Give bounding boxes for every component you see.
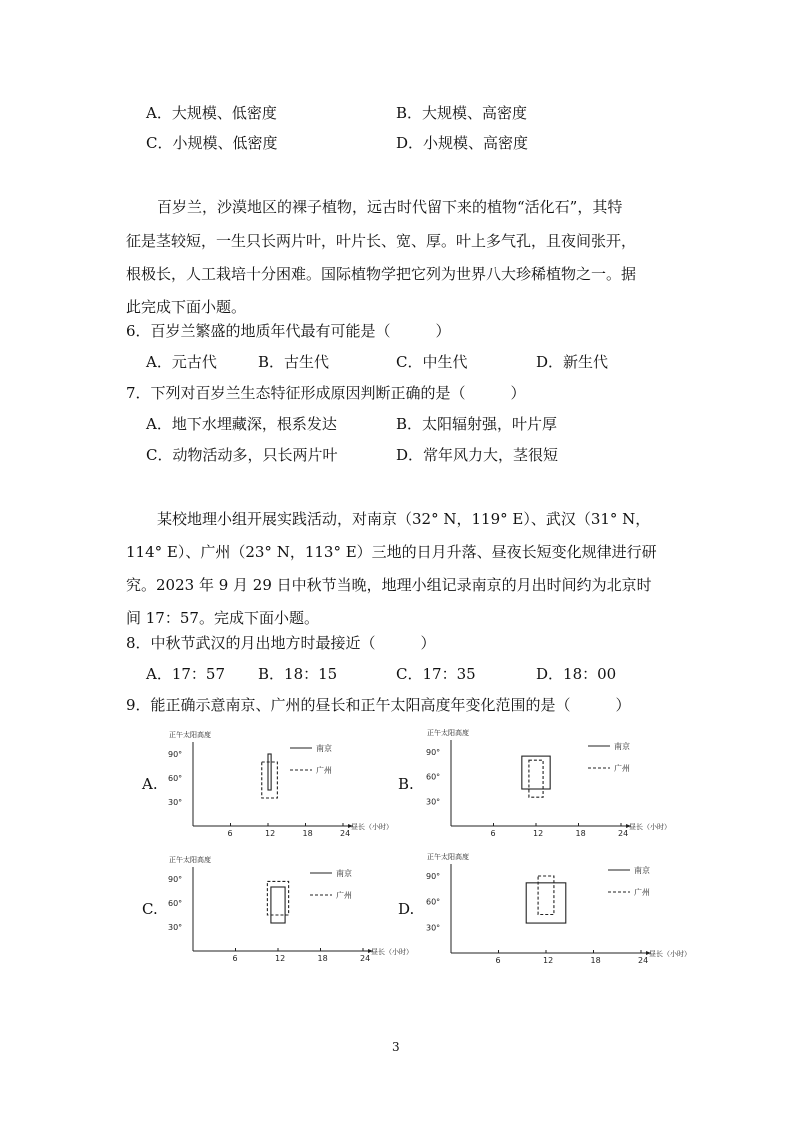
legend-nanjing-label: 南京	[336, 869, 352, 878]
nanjing-range-box	[271, 887, 285, 923]
y-axis-title: 正午太阳高度	[169, 731, 211, 739]
nanjing-range-box	[268, 754, 271, 790]
q7-option-c: C．动物活动多，只长两片叶	[146, 446, 338, 464]
x-tick-label: 12	[543, 956, 554, 965]
passage2-line2: 114° E）、广州（23° N，113° E）三地的日月升落、昼夜长短变化规律进行研	[126, 543, 657, 561]
y-tick-label: 60°	[168, 899, 183, 908]
chart-a	[165, 728, 393, 838]
passage1-line1: 百岁兰，沙漠地区的裸子植物，远古时代留下来的植物“活化石”，其特	[157, 198, 623, 216]
x-axis-title: 昼长（小时）	[371, 948, 413, 956]
q7-option-a: A．地下水埋藏深，根系发达	[146, 415, 337, 433]
y-tick-label: 60°	[168, 774, 183, 783]
chart-c-label: C.	[142, 900, 158, 918]
x-tick-label: 6	[232, 954, 238, 963]
x-tick-label: 6	[227, 829, 233, 838]
q5-option-c: C．小规模、低密度	[146, 134, 278, 152]
guangzhou-range-box	[262, 762, 278, 798]
y-tick-label: 90°	[426, 748, 441, 757]
x-tick-label: 24	[618, 829, 629, 838]
x-tick-label: 24	[340, 829, 351, 838]
q8-option-d: D．18：00	[536, 665, 617, 683]
q8-option-a: A．17：57	[146, 665, 226, 683]
y-tick-label: 90°	[426, 872, 441, 881]
passage2-line4: 间 17：57。完成下面小题。	[126, 609, 319, 627]
legend-nanjing-label: 南京	[614, 742, 630, 751]
passage1-line4: 此完成下面小题。	[126, 298, 247, 316]
legend-guangzhou-label: 广州	[614, 764, 630, 773]
y-tick-label: 30°	[426, 923, 441, 933]
x-tick-label: 12	[265, 829, 276, 838]
q6-option-c: C．中生代	[396, 353, 468, 371]
chart-d	[423, 850, 691, 965]
legend-guangzhou-label: 广州	[316, 766, 332, 775]
x-axis-title: 昼长（小时）	[649, 950, 691, 958]
x-tick-label: 18	[317, 954, 328, 963]
x-tick-label: 6	[490, 829, 496, 838]
legend-nanjing-label: 南京	[634, 866, 650, 875]
x-tick-label: 24	[360, 954, 371, 963]
q6-option-d: D．新生代	[536, 353, 609, 371]
chart-d-label: D.	[398, 900, 415, 918]
q7-option-d: D．常年风力大，茎很短	[396, 446, 559, 464]
x-axis-title: 昼长（小时）	[351, 823, 393, 831]
x-axis-title: 昼长（小时）	[629, 823, 671, 831]
y-tick-label: 30°	[426, 797, 441, 807]
x-tick-label: 18	[302, 829, 313, 838]
q9-stem: 9．能正确示意南京、广州的昼长和正午太阳高度年变化范围的是（ ）	[126, 696, 631, 714]
q6-option-b: B．古生代	[258, 353, 330, 371]
q7-stem: 7．下列对百岁兰生态特征形成原因判断正确的是（ ）	[126, 384, 526, 402]
legend-nanjing-label: 南京	[316, 744, 332, 753]
x-tick-label: 12	[275, 954, 286, 963]
page-number: 3	[392, 1040, 400, 1054]
y-tick-label: 90°	[168, 750, 183, 759]
x-tick-label: 12	[533, 829, 544, 838]
guangzhou-range-box	[529, 760, 543, 797]
x-tick-label: 18	[575, 829, 586, 838]
y-tick-label: 60°	[426, 897, 441, 907]
q7-option-b: B．太阳辐射强，叶片厚	[396, 415, 558, 433]
q8-stem: 8．中秋节武汉的月出地方时最接近（ ）	[126, 634, 436, 652]
y-tick-label: 30°	[168, 923, 183, 932]
q6-option-a: A．元古代	[146, 353, 217, 371]
chart-c	[165, 853, 413, 963]
q5-option-a: A．大规模、低密度	[146, 104, 277, 122]
x-tick-label: 6	[495, 956, 501, 965]
chart-b	[423, 726, 671, 838]
passage2-line3: 究。2023 年 9 月 29 日中秋节当晚，地理小组记录南京的月出时间约为北京时	[126, 576, 652, 594]
y-tick-label: 90°	[168, 875, 183, 884]
passage1-line3: 根极长，人工栽培十分困难。国际植物学把它列为世界八大珍稀植物之一。据	[126, 265, 637, 283]
legend-guangzhou-label: 广州	[634, 888, 650, 897]
y-tick-label: 30°	[168, 798, 183, 807]
q6-stem: 6．百岁兰繁盛的地质年代最有可能是（ ）	[126, 322, 451, 340]
x-tick-label: 18	[590, 956, 601, 965]
q5-option-d: D．小规模、高密度	[396, 134, 529, 152]
passage1-line2: 征是茎较短，一生只长两片叶，叶片长、宽、厚。叶上多气孔，且夜间张开，	[126, 232, 637, 250]
x-tick-label: 24	[638, 956, 649, 965]
y-tick-label: 60°	[426, 772, 441, 782]
chart-b-label: B.	[398, 775, 414, 793]
legend-guangzhou-label: 广州	[336, 891, 352, 900]
guangzhou-range-box	[538, 876, 554, 915]
y-axis-title: 正午太阳高度	[169, 856, 211, 864]
nanjing-range-box	[526, 883, 566, 923]
passage2-line1: 某校地理小组开展实践活动，对南京（32° N，119° E）、武汉（31° N，	[157, 510, 651, 528]
q5-option-b: B．大规模、高密度	[396, 104, 528, 122]
y-axis-title: 正午太阳高度	[427, 729, 469, 737]
q8-option-c: C．17：35	[396, 665, 476, 683]
q8-option-b: B．18：15	[258, 665, 338, 683]
y-axis-title: 正午太阳高度	[427, 853, 469, 861]
chart-a-label: A.	[142, 775, 158, 793]
nanjing-range-box	[522, 756, 550, 789]
